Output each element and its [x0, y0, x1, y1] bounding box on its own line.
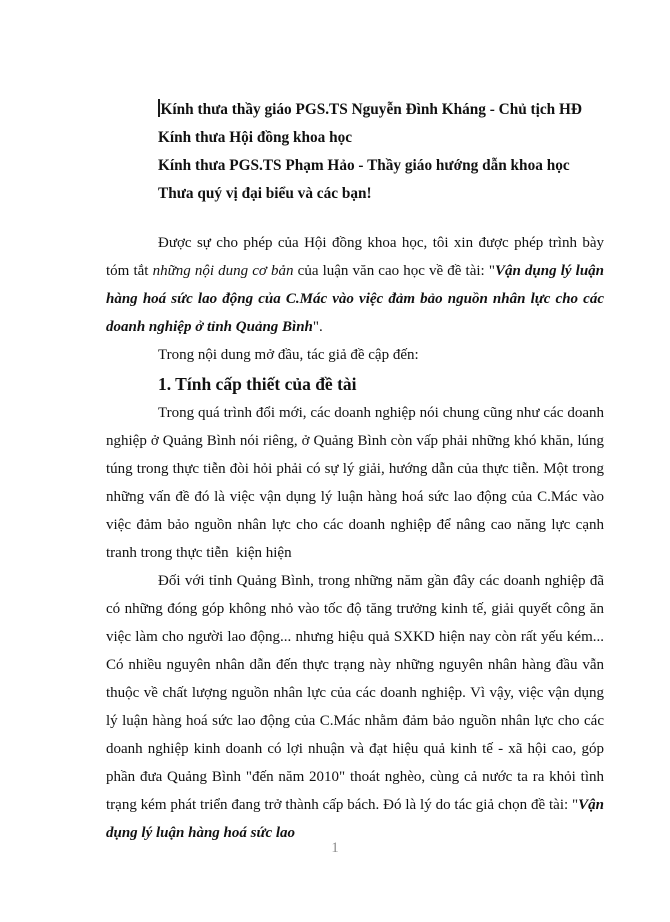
salutation-line: [106, 180, 604, 208]
salutation-text: Kính thưa Hội đồng khoa học: [158, 129, 353, 146]
text-segment-normal: Được sự cho phép của Hội đồng khoa học, tôi xin được phép trình bày tóm tắt: [106, 235, 604, 279]
text-segment-normal: ".: [312, 319, 323, 335]
text-segment-normal: Đối với tỉnh Quảng Bình, trong những năm gần đây các doanh nghiệp đã có những đóng góp không nhỏ vào tốc độ tăng trưởng kinh tế, giải quyết công ăn việc làm cho người lao động... nhưng hiệu quả SXKD hiện nay còn rất yếu kém... Có nhiều nguyên nhân dẫn đến thực trạng này những nguyên nhân hàng đầu vẫn thuộc về chất lượng nguồn nhân lực của các doanh nghiệp. Vì vậy, việc vận dụng lý luận hàng hoá sức lao động của C.Mác nhằm đảm bảo nguồn nhân lực cho các doanh nghiệp kinh doanh có lợi nhuận và đạt hiệu quả kinh tế - xã hội cao, góp phần đưa Quảng Bình "đến năm 2010" thoát nghèo, cùng cả nước ta ra khỏi tình trạng kém phát triển đang trở thành cấp bách. Đó là lý do tác giả chọn đề tài: ": [106, 573, 604, 813]
salutation-text: Thưa quý vị đại biểu và các bạn!: [158, 185, 372, 202]
page-number: 1: [331, 840, 339, 856]
text-segment-bold-italic: Vận dụng lý luận hàng hoá sức lao: [106, 797, 604, 841]
salutation-text: Kính thưa PGS.TS Phạm Hảo - Thầy giáo hướng dẫn khoa học: [158, 157, 570, 174]
salutation-line: [106, 152, 604, 180]
text-cursor: [158, 99, 160, 117]
salutation-line: [106, 96, 604, 124]
salutation-block: [106, 96, 604, 208]
paragraph: [106, 399, 604, 567]
salutation-line: [106, 124, 604, 152]
text-segment-normal: Trong nội dung mở đầu, tác giả đề cập đến:: [158, 347, 419, 363]
document-content[interactable]: [106, 96, 604, 847]
section-heading: [158, 370, 604, 398]
salutation-text: Kính thưa thầy giáo PGS.TS Nguyễn Đình Kháng - Chủ tịch HĐ: [160, 101, 582, 118]
body-blocks: [106, 229, 604, 847]
text-segment-bold: 1. Tính cấp thiết của đề tài: [158, 374, 357, 394]
paragraph: [106, 229, 604, 341]
text-segment-normal: Trong quá trình đổi mới, các doanh nghiệp nói chung cũng như các doanh nghiệp ở Quảng Bình nói riêng, ở Quảng Bình còn vấp phải những khó khăn, lúng túng trong thực tiễn đòi hỏi phải có sự lý giải, hướng dẫn của thực tiễn. Một trong những vấn đề đó là việc vận dụng lý luận hàng hoá sức lao động của C.Mác vào việc đảm bảo nguồn nhân lực cho các doanh nghiệp để nâng cao năng lực cạnh tranh trong thực tiễn kiện hiện: [106, 405, 604, 561]
text-segment-italic: những nội dung cơ bản: [152, 263, 294, 279]
paragraph: [106, 341, 604, 369]
text-segment-normal: của luận văn cao học về đề tài: ": [293, 263, 495, 279]
text-segment-bold-italic: Vận dụng lý luận hàng hoá sức lao động của C.Mác vào việc đảm bảo nguồn nhân lực cho các doanh nghiệp ở tỉnh Quảng Bình: [106, 263, 605, 335]
paragraph: [106, 567, 604, 847]
